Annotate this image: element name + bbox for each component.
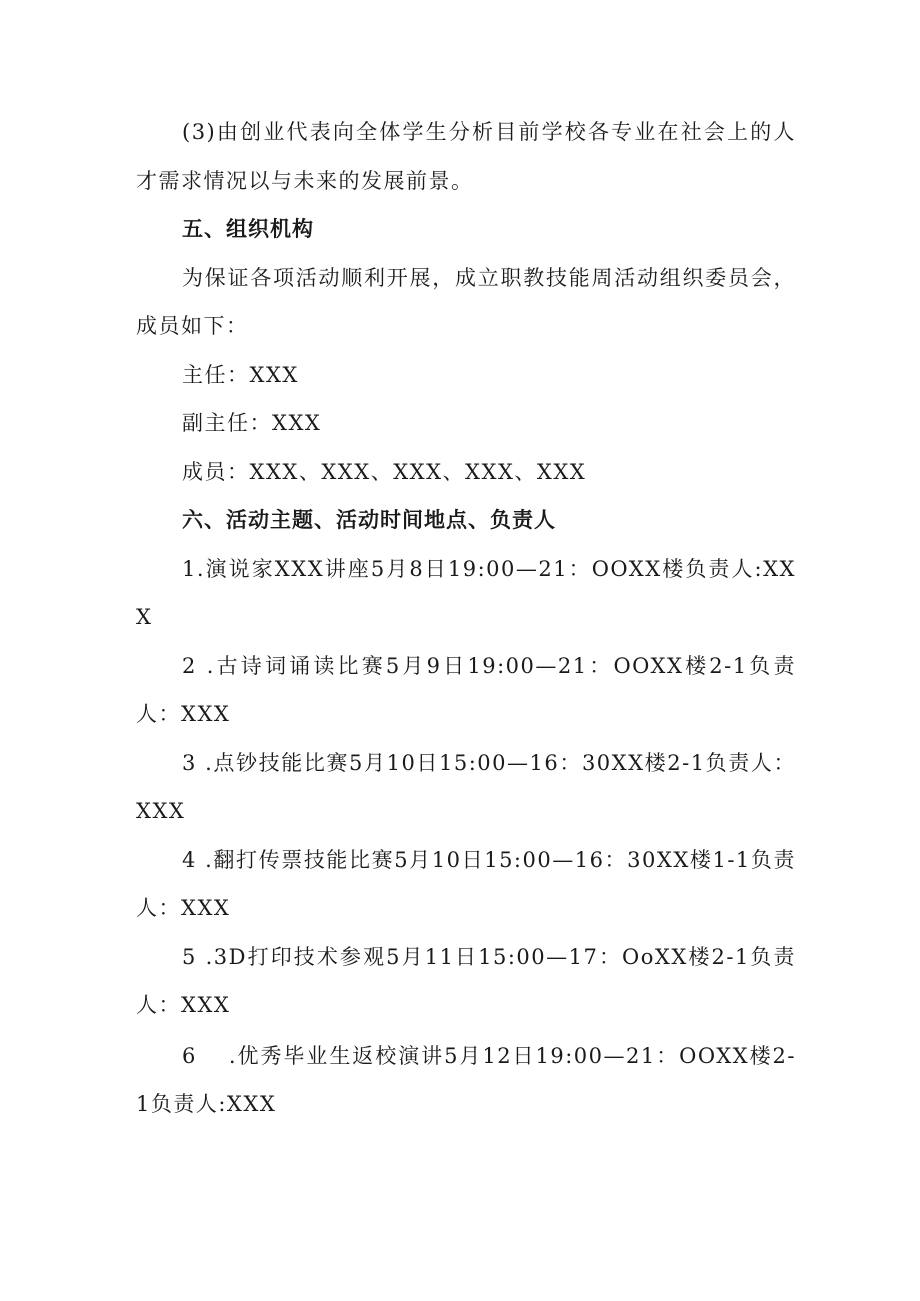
activity-6: 6 .优秀毕业生返校演讲5月12日19:00—21：OOXX楼2-1负责人:XXX	[136, 1043, 796, 1116]
section-5-heading: 五、组织机构	[182, 217, 314, 241]
activity-4: 4 .翻打传票技能比赛5月10日15:00—16：30XX楼1-1负责人：XXX	[136, 847, 796, 920]
section-5-intro: 为保证各项活动顺利开展，成立职教技能周活动组织委员会，成员如下：	[136, 265, 796, 338]
members-line: 成员：XXX、XXX、XXX、XXX、XXX	[182, 459, 587, 484]
activity-1: 1.演说家XXX讲座5月8日19:00—21：OOXX楼负责人:XXX	[136, 556, 796, 629]
activity-3: 3 .点钞技能比赛5月10日15:00—16：30XX楼2-1负责人：XXX	[136, 750, 796, 823]
section-6-heading: 六、活动主题、活动时间地点、负责人	[182, 508, 556, 532]
vice-director-line: 副主任：XXX	[182, 411, 322, 435]
activity-5: 5 .3D打印技术参观5月11日15:00—17：OoXX楼2-1负责人：XXX	[136, 944, 796, 1017]
director-line: 主任：XXX	[182, 362, 299, 387]
activity-2: 2 .古诗词诵读比赛5月9日19:00—21：OOXX楼2-1负责人：XXX	[136, 653, 796, 726]
paragraph-item-3: (3)由创业代表向全体学生分析目前学校各专业在社会上的人才需求情况以与未来的发展前景。	[136, 120, 796, 193]
document-body	[136, 108, 796, 1129]
